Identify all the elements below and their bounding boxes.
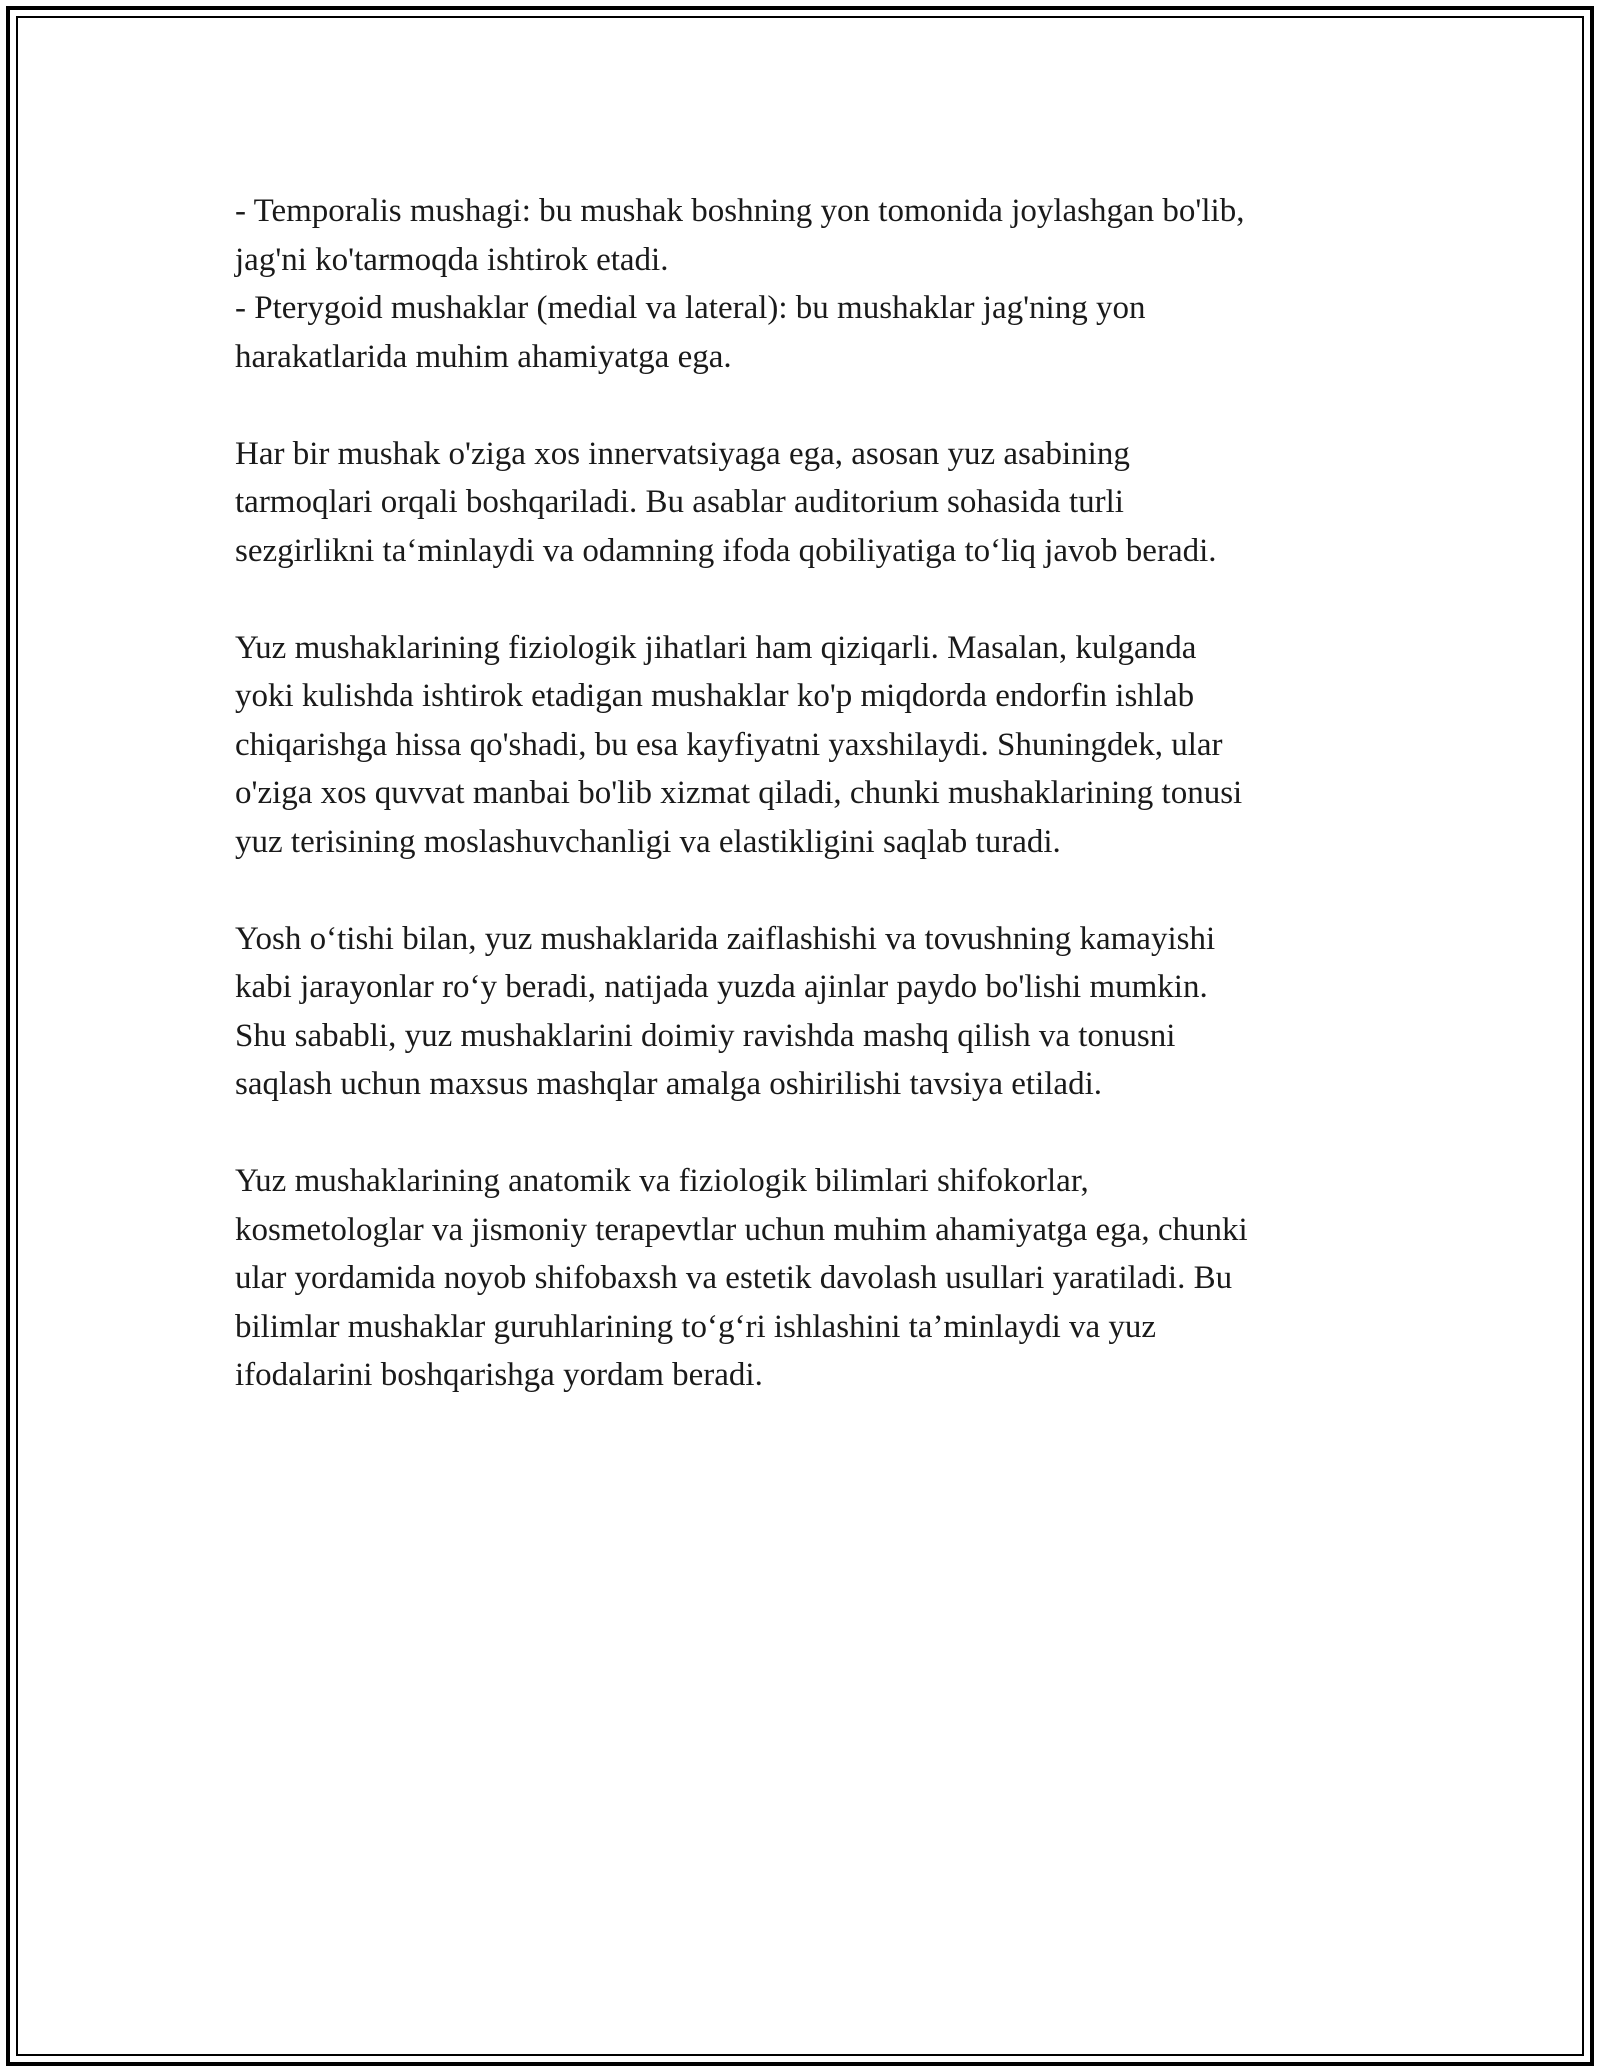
text-line: yuz terisining moslashuvchanligi va elastikligini saqlab turadi.: [235, 823, 1061, 860]
text-line: Shu sababli, yuz mushaklarini doimiy ravishda mashq qilish va tonusni: [235, 1017, 1176, 1054]
paragraph-aging: [235, 915, 1375, 1109]
text-line: - Pterygoid mushaklar (medial va lateral): bu mushaklar jag'ning yon: [235, 290, 1146, 326]
text-line: Har bir mushak o'ziga xos innervatsiyaga ega, asosan yuz asabining: [235, 435, 1130, 472]
text-line: harakatlarida muhim ahamiyatga ega.: [235, 338, 732, 375]
text-line: kosmetologlar va jismoniy terapevtlar uchun muhim ahamiyatga ega, chunki: [235, 1211, 1248, 1248]
text-line: saqlash uchun maxsus mashqlar amalga oshirilishi tavsiya etiladi.: [235, 1066, 1102, 1102]
paragraph-muscle-list: [235, 187, 1375, 381]
text-line: tarmoqlari orqali boshqariladi. Bu asablar auditorium sohasida turli: [235, 484, 1124, 520]
text-line: chiqarishga hissa qo'shadi, bu esa kayfiyatni yaxshilaydi. Shuningdek, ular: [235, 726, 1223, 763]
text-line: yoki kulishda ishtirok etadigan mushaklar ko'p miqdorda endorfin ishlab: [235, 678, 1195, 714]
paragraph-physiology: [235, 624, 1375, 867]
text-line: Yosh o‘tishi bilan, yuz mushaklarida zaiflashishi va tovushning kamayishi: [235, 920, 1216, 957]
text-line: - Temporalis mushagi: bu mushak boshning yon tomonida joylashgan bo'lib,: [235, 193, 1245, 229]
paragraph-innervation: [235, 430, 1375, 576]
text-line: kabi jarayonlar ro‘y beradi, natijada yuzda ajinlar paydo bo'lishi mumkin.: [235, 969, 1208, 1005]
text-line: bilimlar mushaklar guruhlarining to‘g‘ri ishlashini ta’minlaydi va yuz: [235, 1308, 1157, 1345]
text-line: jag'ni ko'tarmoqda ishtirok etadi.: [235, 241, 669, 278]
text-line: ifodalarini boshqarishga yordam beradi.: [235, 1357, 763, 1393]
text-line: ular yordamida noyob shifobaxsh va estetik davolash usullari yaratiladi. Bu: [235, 1260, 1233, 1296]
text-line: sezgirlikni ta‘minlaydi va odamning ifoda qobiliyatiga to‘liq javob beradi.: [235, 532, 1217, 569]
paragraph-conclusion: [235, 1157, 1375, 1400]
text-line: Yuz mushaklarining fiziologik jihatlari ham qiziqarli. Masalan, kulganda: [235, 629, 1197, 666]
text-line: o'ziga xos quvvat manbai bo'lib xizmat qiladi, chunki mushaklarining tonusi: [235, 775, 1243, 811]
document-body: [235, 187, 1375, 1400]
text-line: Yuz mushaklarining anatomik va fiziologik bilimlari shifokorlar,: [235, 1163, 1089, 1199]
